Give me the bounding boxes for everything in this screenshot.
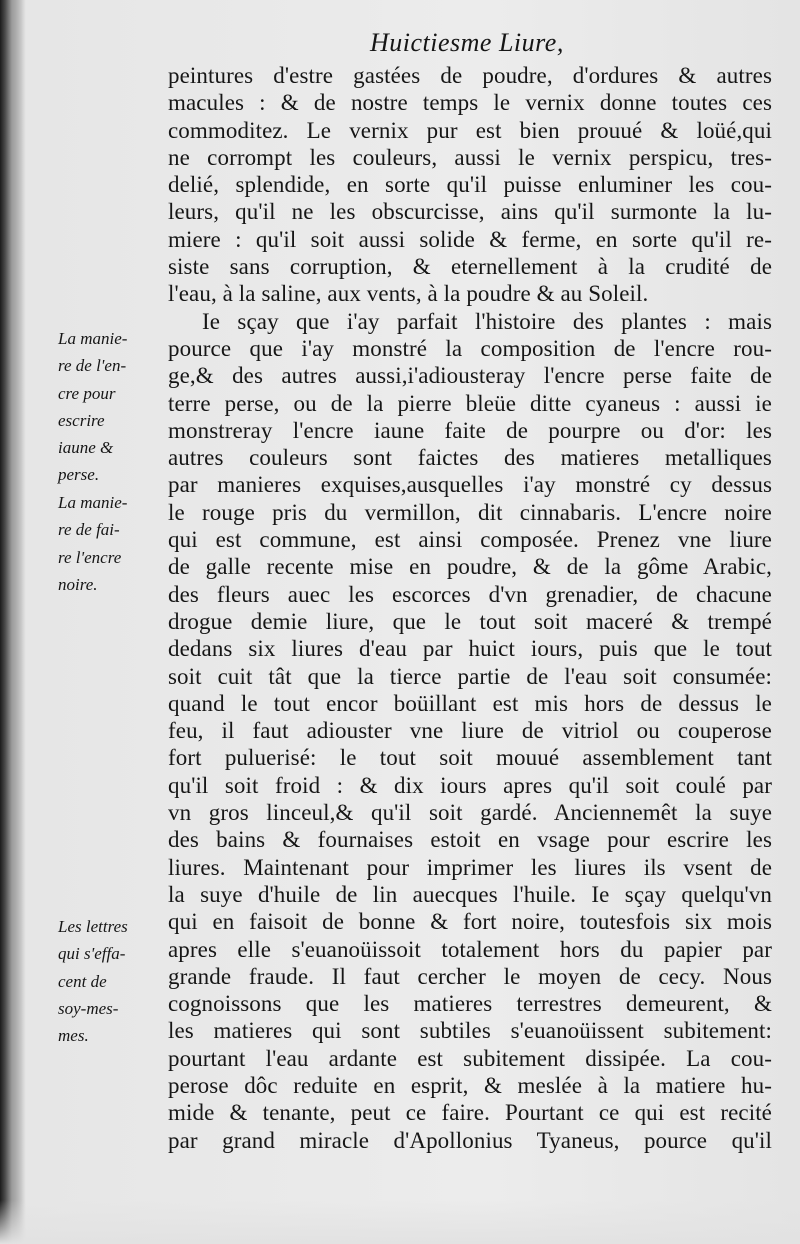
text-line: pourtant l'eau ardante est subitement dissipée. La cou- — [168, 1045, 772, 1071]
text-line: les matieres qui sont subtiles s'euanoüissent subitement: — [168, 1018, 772, 1044]
margin-note-red-ink — [58, 325, 166, 489]
margin-note-line: La manie- — [58, 493, 128, 512]
text-line: feu, il faut adiouster vne liure de vitriol ou couperose — [168, 718, 772, 744]
text-line: l'eau, à la saline, aux vents, à la poudre & au Soleil. — [168, 281, 649, 307]
text-line: monstreray l'encre iaune faite de pourpre ou d'or: les — [168, 417, 772, 443]
page-gutter-shadow — [0, 0, 26, 1244]
text-line: commoditez. Le vernix pur est bien prouué & loüé,qui — [168, 117, 772, 143]
text-line: des fleurs auec les escorces d'vn grenadier, de chacune — [168, 581, 772, 607]
margin-note-vanishing-letters — [58, 913, 166, 1049]
text-line: qui en faisoit de bonne & fort noire, toutesfois six mois — [168, 909, 772, 935]
text-line: mide & tenante, peut ce faire. Pourtant ce qui est recité — [168, 1100, 772, 1126]
text-line: delié, splendide, en sorte qu'il puisse enluminer les cou- — [168, 172, 772, 198]
margin-note-line: re l'encre — [58, 547, 122, 567]
text-line: peintures d'estre gastées de poudre, d'ordures & autres — [168, 63, 772, 88]
text-line: pource que i'ay monstré la composition de l'encre rou- — [168, 335, 772, 361]
main-text-block — [168, 62, 772, 1154]
text-line: apres elle s'euanoüissoit totalement hors du papier par — [168, 936, 772, 962]
running-head: Huictiesme Liure, — [370, 28, 564, 57]
text-line: ne corrompt les couleurs, aussi le vernix perspicu, tres- — [168, 144, 772, 170]
text-line: dedans six liures d'eau par huict iours, puis que le tout — [168, 636, 772, 662]
margin-note-line: Les lettres — [58, 917, 128, 936]
text-line: soit cuit tât que la tierce partie de l'eau soit consumée: — [168, 663, 772, 689]
margin-note-line: cre pour — [58, 383, 116, 403]
text-line: qu'il soit froid : & dix iours apres qu'il soit coulé par — [168, 772, 772, 798]
text-line: miere : qu'il soit aussi solide & ferme, en sorte qu'il re- — [168, 226, 772, 252]
text-line: macules : & de nostre temps le vernix donne toutes ces — [168, 90, 772, 116]
margin-note-line: La manie- — [58, 329, 128, 348]
text-line: liures. Maintenant pour imprimer les liures ils vsent de — [168, 854, 772, 880]
text-line: grande fraude. Il faut cercher le moyen de cecy. Nous — [168, 963, 772, 989]
margin-note-line: qui s'effa- — [58, 944, 126, 964]
margin-note-line: noire. — [58, 574, 98, 594]
text-line: terre perse, ou de la pierre bleüe ditte cyaneus : aussi ie — [168, 390, 772, 416]
text-line: fort puluerisé: le tout soit mouué assemblement tant — [168, 745, 772, 771]
text-line: quand le tout encor boüillant est mis hors de dessus le — [168, 690, 772, 716]
text-line: autres couleurs sont faictes des matieres metalliques — [168, 445, 772, 471]
text-line: la suye d'huile de lin auecques l'huile. Ie sçay quelqu'vn — [168, 881, 772, 907]
text-line: vn gros linceul,& qu'il soit gardé. Anciennemêt la suye — [168, 800, 772, 826]
margin-note-line: cent de — [58, 971, 107, 991]
margin-note-line: soy-mes- — [58, 998, 119, 1018]
margin-note-line: re de fai- — [58, 520, 120, 540]
text-line: le rouge pris du vermillon, dit cinnabaris. L'encre noire — [168, 499, 772, 525]
text-line: ge,& des autres aussi,i'adiousteray l'encre perse faite de — [168, 363, 772, 389]
text-line: Ie sçay que i'ay parfait l'histoire des plantes : mais — [202, 308, 772, 334]
text-line: siste sans corruption, & eternellement à la crudité de — [168, 254, 772, 280]
margin-note-black-ink — [58, 489, 166, 598]
text-line: par grand miracle d'Apollonius Tyaneus, pource qu'il — [168, 1127, 772, 1153]
margin-note-line: escrire — [58, 410, 105, 430]
margin-note-line: mes. — [58, 1026, 89, 1046]
text-line: de galle recente mise en poudre, & de la gôme Arabic, — [168, 554, 772, 580]
text-line: des bains & fournaises estoit en vsage pour escrire les — [168, 827, 772, 853]
margin-note-line: iaune & — [58, 438, 114, 458]
margin-note-line: perse. — [58, 465, 100, 485]
text-line: drogue demie liure, que le tout soit maceré & trempé — [168, 608, 772, 634]
text-line: cognoissons que les matieres terrestres demeurent, & — [168, 991, 772, 1017]
margin-note-line: re de l'en- — [58, 356, 127, 376]
page-bottom-shade — [0, 1200, 800, 1244]
text-line: leurs, qu'il ne les obscurcisse, ains qu'il surmonte la lu- — [168, 199, 772, 225]
text-line: perose dôc reduite en esprit, & meslée à la matiere hu- — [168, 1072, 772, 1098]
text-line: qui est commune, est ainsi composée. Prenez vne liure — [168, 527, 772, 553]
text-line: par manieres exquises,ausquelles i'ay monstré cy dessus — [168, 472, 772, 498]
